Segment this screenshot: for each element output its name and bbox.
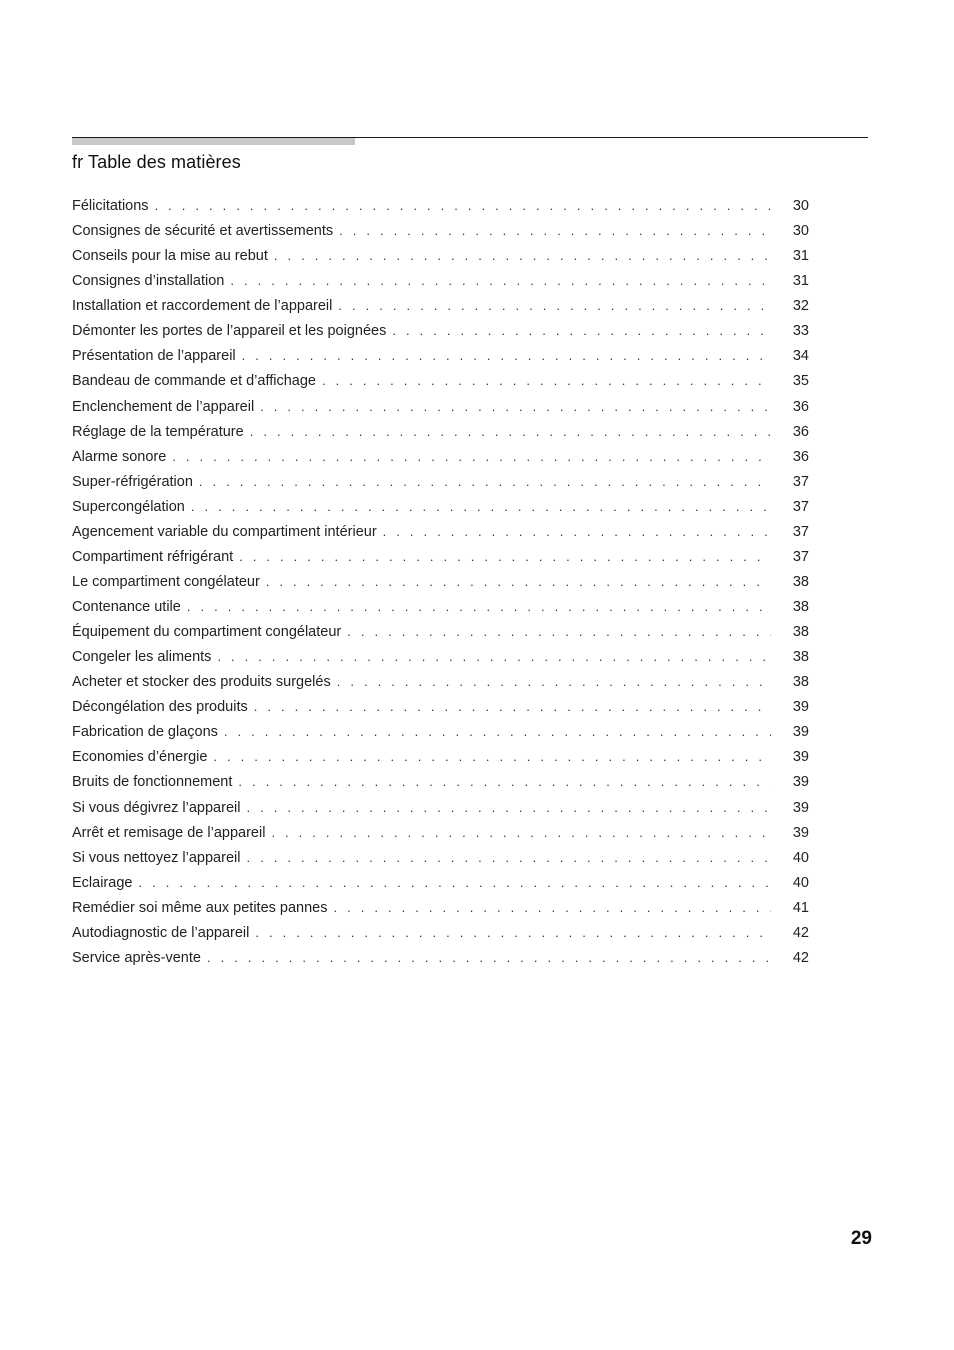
toc-entry-page: 37 bbox=[792, 548, 809, 565]
dot-leader bbox=[187, 594, 771, 619]
toc-entry[interactable] bbox=[72, 619, 809, 644]
toc-entry-title: Congeler les aliments bbox=[72, 649, 212, 666]
toc-entry-page: 33 bbox=[792, 323, 809, 340]
toc-entry-page: 39 bbox=[792, 774, 809, 791]
toc-entry-page: 37 bbox=[792, 473, 809, 490]
toc-entry[interactable] bbox=[72, 845, 809, 870]
toc-entry-title: Réglage de la température bbox=[72, 423, 244, 440]
dot-leader bbox=[217, 644, 771, 669]
toc-entry-page: 42 bbox=[792, 924, 809, 941]
toc-entry-page: 38 bbox=[792, 649, 809, 666]
page-number: 29 bbox=[850, 1228, 872, 1249]
dot-leader bbox=[138, 870, 771, 895]
toc-entry-page: 38 bbox=[792, 624, 809, 641]
toc-entry-title: Economies d’énergie bbox=[72, 749, 208, 766]
dot-leader bbox=[383, 519, 771, 544]
toc-entry-title: Alarme sonore bbox=[72, 448, 167, 465]
dot-leader bbox=[172, 444, 771, 469]
toc-entry-title: Enclenchement de l’appareil bbox=[72, 398, 255, 415]
toc-entry-title: Supercongélation bbox=[72, 498, 185, 515]
toc-entry-title: Le compartiment congélateur bbox=[72, 573, 260, 590]
toc-entry[interactable] bbox=[72, 694, 809, 719]
toc-entry[interactable] bbox=[72, 293, 809, 318]
dot-leader bbox=[322, 368, 771, 393]
table-of-contents bbox=[72, 193, 809, 970]
toc-entry-page: 30 bbox=[792, 223, 809, 240]
dot-leader bbox=[254, 694, 771, 719]
toc-entry[interactable] bbox=[72, 945, 809, 970]
toc-entry-title: Arrêt et remisage de l’appareil bbox=[72, 824, 266, 841]
toc-entry-page: 40 bbox=[792, 874, 809, 891]
toc-entry-title: Service après-vente bbox=[72, 949, 201, 966]
toc-entry-page: 36 bbox=[792, 423, 809, 440]
dot-leader bbox=[246, 795, 771, 820]
toc-entry-page: 32 bbox=[792, 298, 809, 315]
dot-leader bbox=[246, 845, 771, 870]
toc-entry-page: 40 bbox=[792, 849, 809, 866]
toc-entry-title: Autodiagnostic de l’appareil bbox=[72, 924, 250, 941]
dot-leader bbox=[242, 343, 771, 368]
toc-entry-page: 38 bbox=[792, 599, 809, 615]
dot-leader bbox=[338, 293, 771, 318]
toc-entry-title: Installation et raccordement de l’appareil bbox=[72, 298, 333, 315]
toc-entry[interactable] bbox=[72, 669, 809, 694]
toc-entry-page: 35 bbox=[792, 373, 809, 390]
toc-entry[interactable] bbox=[72, 519, 809, 544]
toc-entry-title: Félicitations bbox=[72, 198, 149, 214]
dot-leader bbox=[250, 419, 771, 444]
toc-entry-title: Eclairage bbox=[72, 874, 133, 891]
dot-leader bbox=[239, 544, 771, 569]
toc-entry-title: Démonter les portes de l’appareil et les poignées bbox=[72, 323, 387, 340]
dot-leader bbox=[224, 719, 771, 744]
language-code: fr bbox=[72, 152, 84, 172]
page-title bbox=[72, 152, 241, 173]
toc-entry[interactable] bbox=[72, 469, 809, 494]
toc-entry-page: 31 bbox=[792, 273, 809, 290]
toc-entry[interactable] bbox=[72, 368, 809, 393]
toc-entry-page: 41 bbox=[792, 899, 809, 916]
toc-entry-page: 39 bbox=[792, 799, 809, 816]
toc-entry-title: Consignes d’installation bbox=[72, 273, 225, 290]
toc-entry-page: 39 bbox=[792, 724, 809, 741]
toc-entry-page: 38 bbox=[792, 573, 809, 590]
dot-leader bbox=[347, 619, 771, 644]
dot-leader bbox=[255, 920, 771, 945]
toc-entry[interactable] bbox=[72, 769, 809, 794]
toc-entry[interactable] bbox=[72, 268, 809, 293]
toc-entry[interactable] bbox=[72, 569, 809, 594]
toc-entry[interactable] bbox=[72, 594, 809, 619]
dot-leader bbox=[266, 569, 771, 594]
toc-entry-title: Bandeau de commande et d’affichage bbox=[72, 373, 316, 390]
toc-entry-title: Présentation de l’appareil bbox=[72, 348, 236, 365]
toc-entry-page: 30 bbox=[792, 198, 809, 214]
toc-entry-page: 38 bbox=[792, 674, 809, 691]
toc-entry[interactable] bbox=[72, 218, 809, 243]
toc-entry-page: 39 bbox=[792, 699, 809, 716]
toc-entry[interactable] bbox=[72, 444, 809, 469]
toc-entry-page: 39 bbox=[792, 824, 809, 841]
dot-leader bbox=[191, 494, 771, 519]
toc-entry-page: 42 bbox=[792, 949, 809, 966]
toc-entry[interactable] bbox=[72, 719, 809, 744]
toc-entry-title: Fabrication de glaçons bbox=[72, 724, 218, 741]
toc-entry[interactable] bbox=[72, 419, 809, 444]
dot-leader bbox=[155, 193, 771, 218]
toc-entry[interactable] bbox=[72, 343, 809, 368]
dot-leader bbox=[271, 820, 771, 845]
toc-entry[interactable] bbox=[72, 243, 809, 268]
toc-entry[interactable] bbox=[72, 870, 809, 895]
toc-entry[interactable] bbox=[72, 318, 809, 343]
toc-entry-page: 37 bbox=[792, 523, 809, 540]
toc-entry[interactable] bbox=[72, 544, 809, 569]
toc-entry[interactable] bbox=[72, 394, 809, 419]
dot-leader bbox=[392, 318, 771, 343]
toc-entry-page: 36 bbox=[792, 398, 809, 415]
toc-entry-title: Bruits de fonctionnement bbox=[72, 774, 233, 791]
dot-leader bbox=[260, 394, 771, 419]
dot-leader bbox=[238, 769, 771, 794]
toc-entry-title: Acheter et stocker des produits surgelés bbox=[72, 674, 331, 691]
toc-entry-page: 31 bbox=[792, 248, 809, 265]
toc-entry-title: Si vous nettoyez l’appareil bbox=[72, 849, 241, 866]
dot-leader bbox=[199, 469, 771, 494]
toc-entry-title: Contenance utile bbox=[72, 599, 181, 615]
toc-entry[interactable] bbox=[72, 820, 809, 845]
toc-entry-title: Remédier soi même aux petites pannes bbox=[72, 899, 328, 916]
dot-leader bbox=[337, 669, 771, 694]
toc-entry-title: Compartiment réfrigérant bbox=[72, 548, 234, 565]
title-text: Table des matières bbox=[87, 152, 241, 172]
dot-leader bbox=[274, 243, 771, 268]
toc-entry-page: 34 bbox=[792, 348, 809, 365]
dot-leader bbox=[230, 268, 771, 293]
toc-entry-page: 36 bbox=[792, 448, 809, 465]
toc-entry[interactable] bbox=[72, 193, 809, 218]
top-accent-bar bbox=[72, 138, 355, 145]
toc-entry-title: Super-réfrigération bbox=[72, 473, 193, 490]
toc-entry[interactable] bbox=[72, 494, 809, 519]
toc-entry-title: Agencement variable du compartiment intérieur bbox=[72, 523, 377, 540]
toc-entry[interactable] bbox=[72, 920, 809, 945]
toc-entry[interactable] bbox=[72, 744, 809, 769]
toc-entry[interactable] bbox=[72, 795, 809, 820]
toc-entry-page: 39 bbox=[792, 749, 809, 766]
toc-entry-title: Décongélation des produits bbox=[72, 699, 248, 716]
dot-leader bbox=[339, 218, 771, 243]
toc-entry-title: Équipement du compartiment congélateur bbox=[72, 624, 342, 641]
toc-entry[interactable] bbox=[72, 644, 809, 669]
dot-leader bbox=[334, 895, 772, 920]
toc-entry-title: Si vous dégivrez l’appareil bbox=[72, 799, 241, 816]
dot-leader bbox=[213, 744, 771, 769]
toc-entry[interactable] bbox=[72, 895, 809, 920]
toc-entry-title: Conseils pour la mise au rebut bbox=[72, 248, 268, 265]
dot-leader bbox=[207, 945, 771, 970]
toc-entry-title: Consignes de sécurité et avertissements bbox=[72, 223, 334, 240]
toc-entry-page: 37 bbox=[792, 498, 809, 515]
